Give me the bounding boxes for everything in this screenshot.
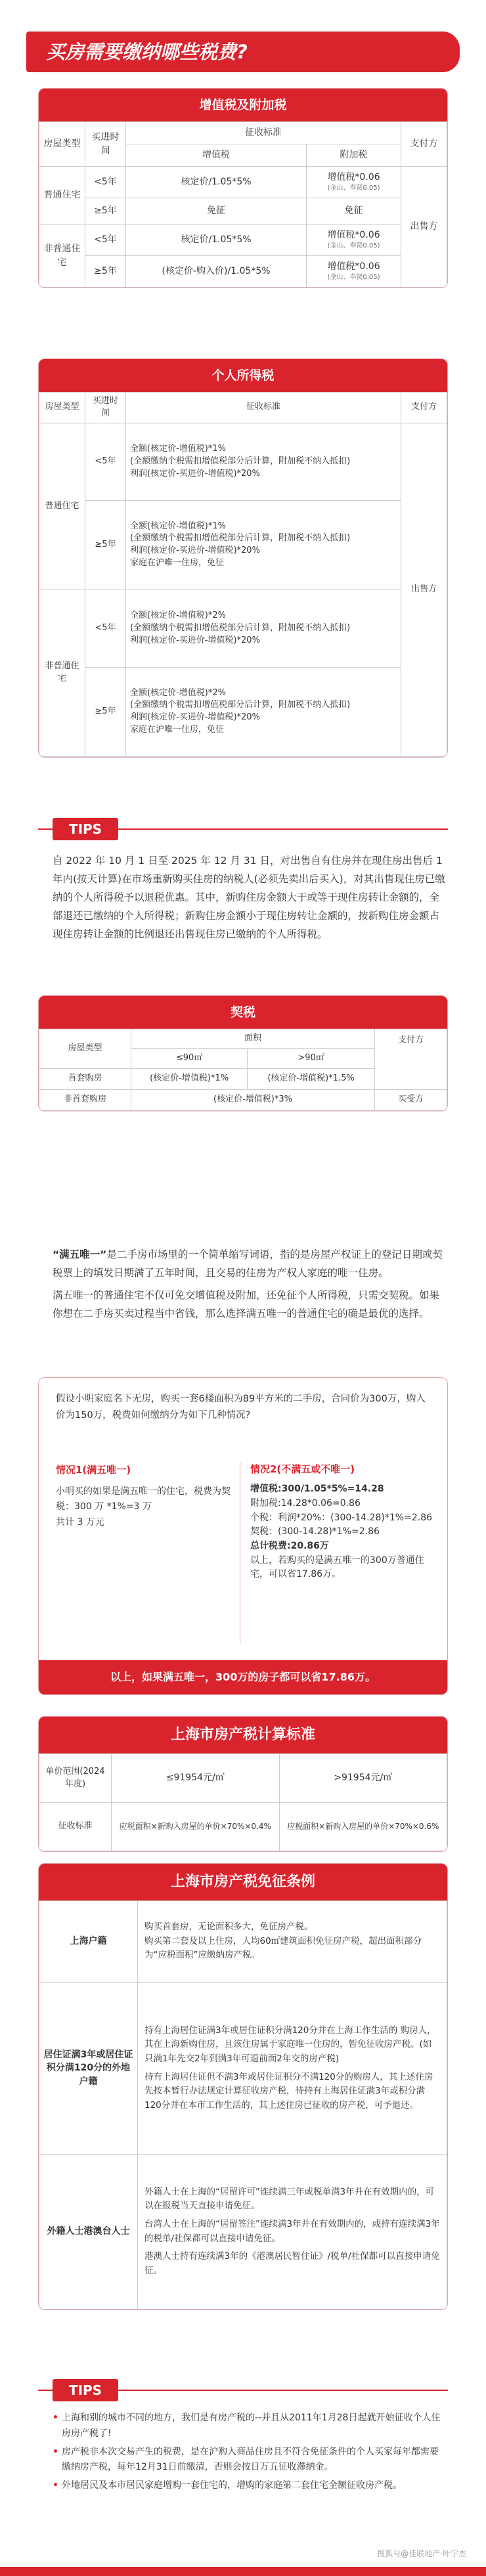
- pit-payer: 出售方: [401, 423, 447, 756]
- manwu-p2: 满五唯一的普通住宅不仅可免交增值税及附加，还免征个人所得税，只需交契税。如果你想在二手房买卖过程当中省钱，那么选择满五唯一的普通住宅的确是最优的选择。: [53, 1289, 440, 1320]
- tips2-item: • 外地居民及本市居民家庭增购一套住宅的，增购的家庭第二套住宅全额征收房产税。: [53, 2478, 445, 2494]
- pit-card: [38, 358, 448, 758]
- vat-h-payer: 支付方: [401, 122, 447, 167]
- vat-r2-vat: 免征: [126, 198, 307, 225]
- deed-payer: 买受方: [375, 1090, 447, 1111]
- pit-o-lt5-3: 利润(核定价-买进价-增值税)*20%: [130, 468, 260, 479]
- vat-lt5-b: <5年: [85, 225, 126, 256]
- pit-o-lt5-cell: [126, 423, 401, 500]
- case-card: [38, 1377, 448, 1695]
- vat-r2-sur: 免征: [307, 198, 401, 225]
- pit-n-ge5-cell: [126, 667, 401, 756]
- exempt-g1: 上海户籍: [39, 1901, 138, 1983]
- vat-r4-vat: (核定价-购入价)/1.05*5%: [126, 256, 307, 288]
- pit-n-lt5-2: (全额缴纳个税需扣增值税部分后计算，附加税不纳入抵扣): [130, 622, 351, 633]
- pit-n-lt5-3: 利润(核定价-买进价-增值税)*20%: [130, 635, 260, 645]
- pit-n-lt5-1: 全额(核定价-增值税)*2%: [130, 610, 226, 620]
- pit-o-lt5-1: 全额(核定价-增值税)*1%: [130, 443, 226, 454]
- pit-n-lt5: <5年: [85, 590, 126, 667]
- pit-non-ordinary: 非普通住宅: [39, 590, 85, 756]
- pit-n-ge5-1: 全额(核定价-增值税)*2%: [130, 687, 226, 698]
- prop-h-price: 单价范围(2024年度): [39, 1754, 112, 1803]
- case-c2-l5: 总计税费:20.86万: [250, 1541, 329, 1551]
- vat-title: 增值税及附加税: [39, 89, 447, 121]
- deed-first: 首套购房: [39, 1069, 131, 1090]
- deed-h-area: 面积: [131, 1029, 375, 1049]
- vat-h-surtax: 附加税: [307, 144, 401, 167]
- tips1-bar: [38, 818, 448, 840]
- tips2-item: • 房产税非本次交易产生的税费，是在沪购入商品住房且不符合免征条件的个人买家每年都需要缴纳房产税，每年12月31日前缴清，否则会按日万五征收滞纳金。: [53, 2445, 445, 2476]
- manwu-p1-text: 是二手房市场里的一个简单缩写词语，指的是房屋产权证上的登记日期或契税票上的填发日期满了五年时间，且交易的住房为产权人家庭的唯一住房。: [53, 1249, 443, 1279]
- page-title: 买房需要缴纳哪些税费?: [46, 41, 248, 63]
- case-c1-text: 小明买的如果是满五唯一的住宅，税费为契税：300 万 *1%=3 万: [56, 1486, 231, 1513]
- vat-h-buy-time: 买进时间: [85, 122, 126, 167]
- case-c2-l2: 附加税:14.28*0.06=0.86: [250, 1497, 361, 1509]
- exempt-g2-cell: [138, 1983, 447, 2155]
- prop-v2: 应税面积×新购入房屋的单价×70%×0.6%: [279, 1803, 447, 1851]
- title-banner: [26, 32, 460, 72]
- vat-r4-sur-cell: [307, 256, 401, 288]
- exempt-g2-i1: 持有上海居住证满3年或居住证积分满120分并在上海工作生活的 购房人，其在上海新购住房，且该住房属于家庭唯一住房的，暂免征收房产税。(如只满1年先交2年到满3年可退前面2年交的房产税): [144, 2025, 436, 2064]
- exempt-g2: 居住证满3年或居住证积分满120分的外地户籍: [39, 1983, 138, 2155]
- exempt-g3-i1: 外籍人士在上海的“居留许可”连续满三年或税单满3年并在有效期内的，可以在报税当天直接申请免征。: [144, 2186, 435, 2212]
- pit-o-ge5: ≥5年: [85, 500, 126, 590]
- tips2-bar: [38, 2379, 448, 2401]
- pit-o-ge5-4: 家庭在沪唯一住房，免征: [130, 558, 225, 569]
- deed-h-house-type: 房屋类型: [39, 1029, 131, 1069]
- vat-r3-sur: 增值税*0.06: [327, 230, 380, 241]
- prop-calc-card: [38, 1716, 448, 1852]
- exempt-g3-i2: 台湾人士在上海的“居留签注”连续满3年并在有效期内的，或持有连续满3年的税单/社保都可以直接申请免征。: [144, 2218, 440, 2244]
- manwu-section: [53, 1246, 445, 1327]
- pit-table: [39, 392, 447, 757]
- vat-h-vat: 增值税: [126, 144, 307, 167]
- vat-r3-vat: 核定价/1.05*5%: [126, 225, 307, 256]
- pit-h-payer: 支付方: [401, 393, 447, 423]
- exempt-g3-i3: 港澳人士持有连续满3年的《港澳居民暂住证》/税单/社保都可以直接申请免征。: [144, 2251, 440, 2276]
- vat-r4-sur-note: (金山、奉贤0.05): [327, 274, 380, 282]
- pit-n-lt5-cell: [126, 590, 401, 667]
- exempt-title: 上海市房产税免征条例: [39, 1864, 447, 1900]
- case-c2-l6: 以上，若购买的是满五唯一的300万普通住宅，可以省17.86万。: [250, 1555, 424, 1580]
- case-c1-title: 情况1(满五唯一): [56, 1464, 131, 1476]
- vat-table: [39, 121, 447, 288]
- vat-r3-sur-note: (金山、奉贤0.05): [327, 242, 380, 250]
- vat-r4-sur: 增值税*0.06: [327, 261, 380, 272]
- tips2-label: TIPS: [53, 2379, 118, 2401]
- case-c2-title: 情况2(不满五或不唯一): [250, 1463, 355, 1475]
- deed-card: [38, 995, 448, 1111]
- vat-ge5-b: ≥5年: [85, 256, 126, 288]
- exempt-card: [38, 1863, 448, 2310]
- exempt-g1-cell: [138, 1901, 447, 1983]
- vat-payer: 出售方: [401, 167, 447, 288]
- pit-ordinary: 普通住宅: [39, 423, 85, 590]
- vat-r1-sur: 增值税*0.06: [327, 172, 380, 183]
- case-c2-l3: 个税：利润*20%：(300-14.28)*1%=2.86: [250, 1512, 433, 1523]
- bottom-bar: [0, 2567, 486, 2576]
- pit-n-ge5: ≥5年: [85, 667, 126, 756]
- prop-h-levy: 征收标准: [39, 1803, 112, 1851]
- vat-r1-sur-note: (金山、奉贤0.05): [327, 184, 380, 192]
- tips1-text: 自 2022 年 10 月 1 日至 2025 年 12 月 31 日，对出售自有住房并在现住房出售后 1 年内(按天计算)在市场重新购买住房的纳税人(必须先卖出后买入)，对其出售现住房已缴纳的个人所得税予以退税优惠。其中，新购住房金额大于或等于现住房转让金额的，全部退还已缴纳的个人所得税；新购住房金额小于现住房转让金额的，按新购住房金额占现住房转让金额的比例退还出售现住房已缴纳的个人所得税。: [53, 855, 445, 940]
- watermark: 搜狐号@佳联地产·叶宇杰: [377, 2549, 466, 2558]
- tips2-item: • 上海和别的城市不同的地方，我们是有房产税的--并且从2011年1月28日起就开始征收个人住房房产税了!: [53, 2411, 445, 2442]
- exempt-g3-cell: [138, 2155, 447, 2309]
- pit-title: 个人所得税: [39, 359, 447, 392]
- pit-o-lt5: <5年: [85, 423, 126, 500]
- pit-o-ge5-2: (全额缴纳个税需扣增值税部分后计算，附加税不纳入抵扣): [130, 533, 351, 544]
- exempt-g1-i2: 购买第二套及以上住房，人均60㎡建筑面积免征房产税，超出面积部分为“应税面积”应缴纳房产税。: [144, 1935, 422, 1961]
- case-c1: [56, 1462, 233, 1531]
- deed-table: [39, 1029, 447, 1111]
- vat-r1-vat: 核定价/1.05*5%: [126, 167, 307, 198]
- prop-col2: >91954元/㎡: [279, 1754, 447, 1803]
- exempt-table: [39, 1900, 447, 2309]
- case-conclusion: 以上，如果满五唯一，300万的房子都可以省17.86万。: [39, 1660, 447, 1694]
- exempt-g2-i2: 持有上海居住证但不满3年或居住证积分不满120分的购房人，其上述住房先按本暂行办法规定计算征收房产税，待持有上海居住证满3年或积分满120分并在本市工作生活的，其上述住房已征收的房产税，可予退还。: [144, 2071, 433, 2111]
- pit-o-ge5-3: 利润(核定价-买进价-增值税)*20%: [130, 546, 260, 556]
- prop-v1: 应税面积×新购入房屋的单价×70%×0.4%: [112, 1803, 280, 1851]
- vat-r1-sur-cell: [307, 167, 401, 198]
- prop-calc-title: 上海市房产税计算标准: [39, 1717, 447, 1753]
- tips1-label: TIPS: [53, 818, 118, 840]
- vat-h-house-type: 房屋类型: [39, 122, 85, 167]
- vat-lt5: <5年: [85, 167, 126, 198]
- deed-nonfirst: 非首套购房: [39, 1090, 131, 1111]
- vat-ordinary: 普通住宅: [39, 167, 85, 225]
- pit-o-ge5-1: 全额(核定价-增值税)*1%: [130, 521, 226, 531]
- case-c2-l1: 增值税:300/1.05*5%=14.28: [250, 1484, 384, 1495]
- pit-h-buy-time: 买进时间: [85, 393, 126, 423]
- tips2-list: [53, 2411, 445, 2497]
- manwu-p1-bold: “满五唯一”: [53, 1249, 107, 1260]
- prop-calc-table: [39, 1753, 447, 1851]
- deed-h-payer: 支付方: [375, 1029, 447, 1090]
- pit-o-lt5-2: (全额缴纳个税需扣增值税部分后计算，附加税不纳入抵扣): [130, 456, 351, 466]
- vat-card: [38, 88, 448, 288]
- deed-le90: ≤90㎡: [131, 1049, 248, 1069]
- deed-gt90: >90㎡: [248, 1049, 375, 1069]
- pit-h-house-type: 房屋类型: [39, 393, 85, 423]
- case-intro: 假设小明家庭名下无房，购买一套6楼面积为89平方米的二手房，合同价为300万，购入价为150万，税费如何缴纳分为如下几种情况?: [56, 1394, 426, 1421]
- case-c2: [250, 1462, 434, 1582]
- deed-title: 契税: [39, 996, 447, 1029]
- vat-h-levy: 征收标准: [126, 122, 401, 144]
- pit-o-ge5-cell: [126, 500, 401, 590]
- pit-h-levy: 征收标准: [126, 393, 401, 423]
- vat-ge5: ≥5年: [85, 198, 126, 225]
- vat-non-ordinary: 非普通住宅: [39, 225, 85, 288]
- exempt-g1-i1: 购买首套房，无论面积多大，免征房产税。: [144, 1921, 313, 1933]
- deed-nonfirst-all: (核定价-增值税)*3%: [131, 1090, 375, 1111]
- exempt-g3: 外籍人士港澳台人士: [39, 2155, 138, 2309]
- case-c1-total: 共计 3 万元: [56, 1517, 104, 1528]
- manwu-p1: [53, 1246, 445, 1283]
- pit-n-ge5-3: 利润(核定价-买进价-增值税)*20%: [130, 712, 260, 723]
- deed-first-gt: (核定价-增值税)*1.5%: [248, 1069, 375, 1090]
- vat-r3-sur-cell: [307, 225, 401, 256]
- pit-n-ge5-2: (全额缴纳个税需扣增值税部分后计算，附加税不纳入抵扣): [130, 700, 351, 710]
- deed-first-le: (核定价-增值税)*1%: [131, 1069, 248, 1090]
- prop-col1: ≤91954元/㎡: [112, 1754, 280, 1803]
- pit-n-ge5-4: 家庭在沪唯一住房，免征: [130, 725, 225, 735]
- case-c2-l4: 契税：(300-14.28)*1%=2.86: [250, 1526, 380, 1537]
